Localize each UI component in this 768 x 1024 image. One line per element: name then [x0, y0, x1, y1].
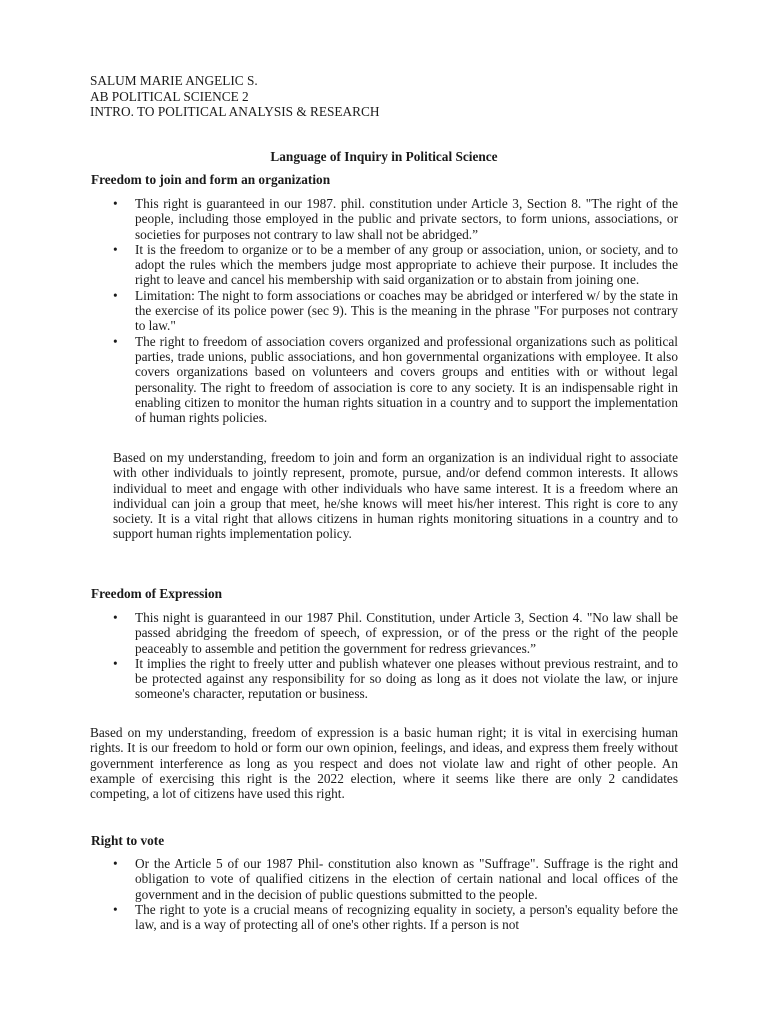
list-item: • This night is guaranteed in our 1987 Phil. Constitution, under Article 3, Section 4. "No law shall be passed abridging the freedom of speech, of expression, or of the press or the right of the people peaceably to assemble and petition the government for redress grievances.”	[113, 610, 678, 656]
author-header	[90, 73, 380, 120]
list-item: • Limitation: The night to form associations or coaches may be abridged or interfered w/ by the state in the exercise of its police power (sec 9). This is the meaning in the phrase "For purposes not contrary to law."	[113, 288, 678, 334]
list-item: • The right to yote is a crucial means of recognizing equality in society, a person's equality before the law, and is a way of protecting all of one's other rights. If a person is not	[113, 902, 678, 933]
list-item: • It implies the right to freely utter and publish whatever one pleases without previous restraint, and to be protected against any responsibility for so doing as long as it does not violate the law, or injure someone's character, reputation or business.	[113, 656, 678, 702]
list-item: • Or the Article 5 of our 1987 Phil- constitution also known as "Suffrage". Suffrage is the right and obligation to vote of qualified citizens in the election of certain national and local offices of the government and in the decision of public questions submitted to the people.	[113, 856, 678, 902]
author-program: AB POLITICAL SCIENCE 2	[90, 88, 249, 104]
author-name: SALUM MARIE ANGELIC S.	[90, 73, 258, 88]
list-item: • It is the freedom to organize or to be a member of any group or association, union, or society, and to adopt the rules which the members judge most appropriate to achieve their purpose. It includes the right to leave and cancel his membership with said organization or to abstain from joining one.	[113, 242, 678, 288]
vote-bullet-list	[113, 856, 678, 932]
association-summary-paragraph: Based on my understanding, freedom to join and form an organization is an individual right to associate with other individuals to jointly represent, promote, pursue, and/or defend common interests. It allows individual to meet and engage with other individuals who have same interest. It is a freedom where an individual can join a group that meet, he/she knows will meet his/her interest. This right is core to any society. It is a vital right that allows citizens in human rights monitoring situations in a country and to support human rights implementation policy.	[113, 450, 678, 542]
section-heading-association: Freedom to join and form an organization	[91, 172, 331, 187]
association-bullet-list	[113, 196, 678, 425]
section-heading-vote: Right to vote	[91, 833, 165, 848]
section-heading-expression: Freedom of Expression	[91, 586, 222, 601]
course-title: INTRO. TO POLITICAL ANALYSIS & RESEARCH	[90, 104, 380, 120]
expression-summary-paragraph: Based on my understanding, freedom of expression is a basic human right; it is vital in exercising human rights. It is our freedom to hold or form our own opinion, feelings, and ideas, and express them freely without government interference as long as you respect and does not violate law and right of other people. An example of exercising this right is the 2022 election, where it seems like there are only 2 candidates competing, a lot of citizens have used this right.	[90, 725, 678, 802]
list-item: • This right is guaranteed in our 1987. phil. constitution under Article 3, Section 8. "The right of the people, including those employed in the public and private sectors, to form unions, associations, or societies for purposes not contrary to law shall not be abridged.”	[113, 196, 678, 242]
document-title: Language of Inquiry in Political Science	[270, 149, 498, 164]
expression-bullet-list	[113, 610, 678, 702]
list-item: • The right to freedom of association covers organized and professional organizations such as political parties, trade unions, public associations, and hon governmental organizations with employee. It also covers organizations based on volunteers and covers groups and entities with or without legal personality. The right to freedom of association is core to any society. It is an indispensable right in enabling citizen to monitor the human rights situation in a country and to support the implementation of human rights policies.	[113, 334, 678, 426]
